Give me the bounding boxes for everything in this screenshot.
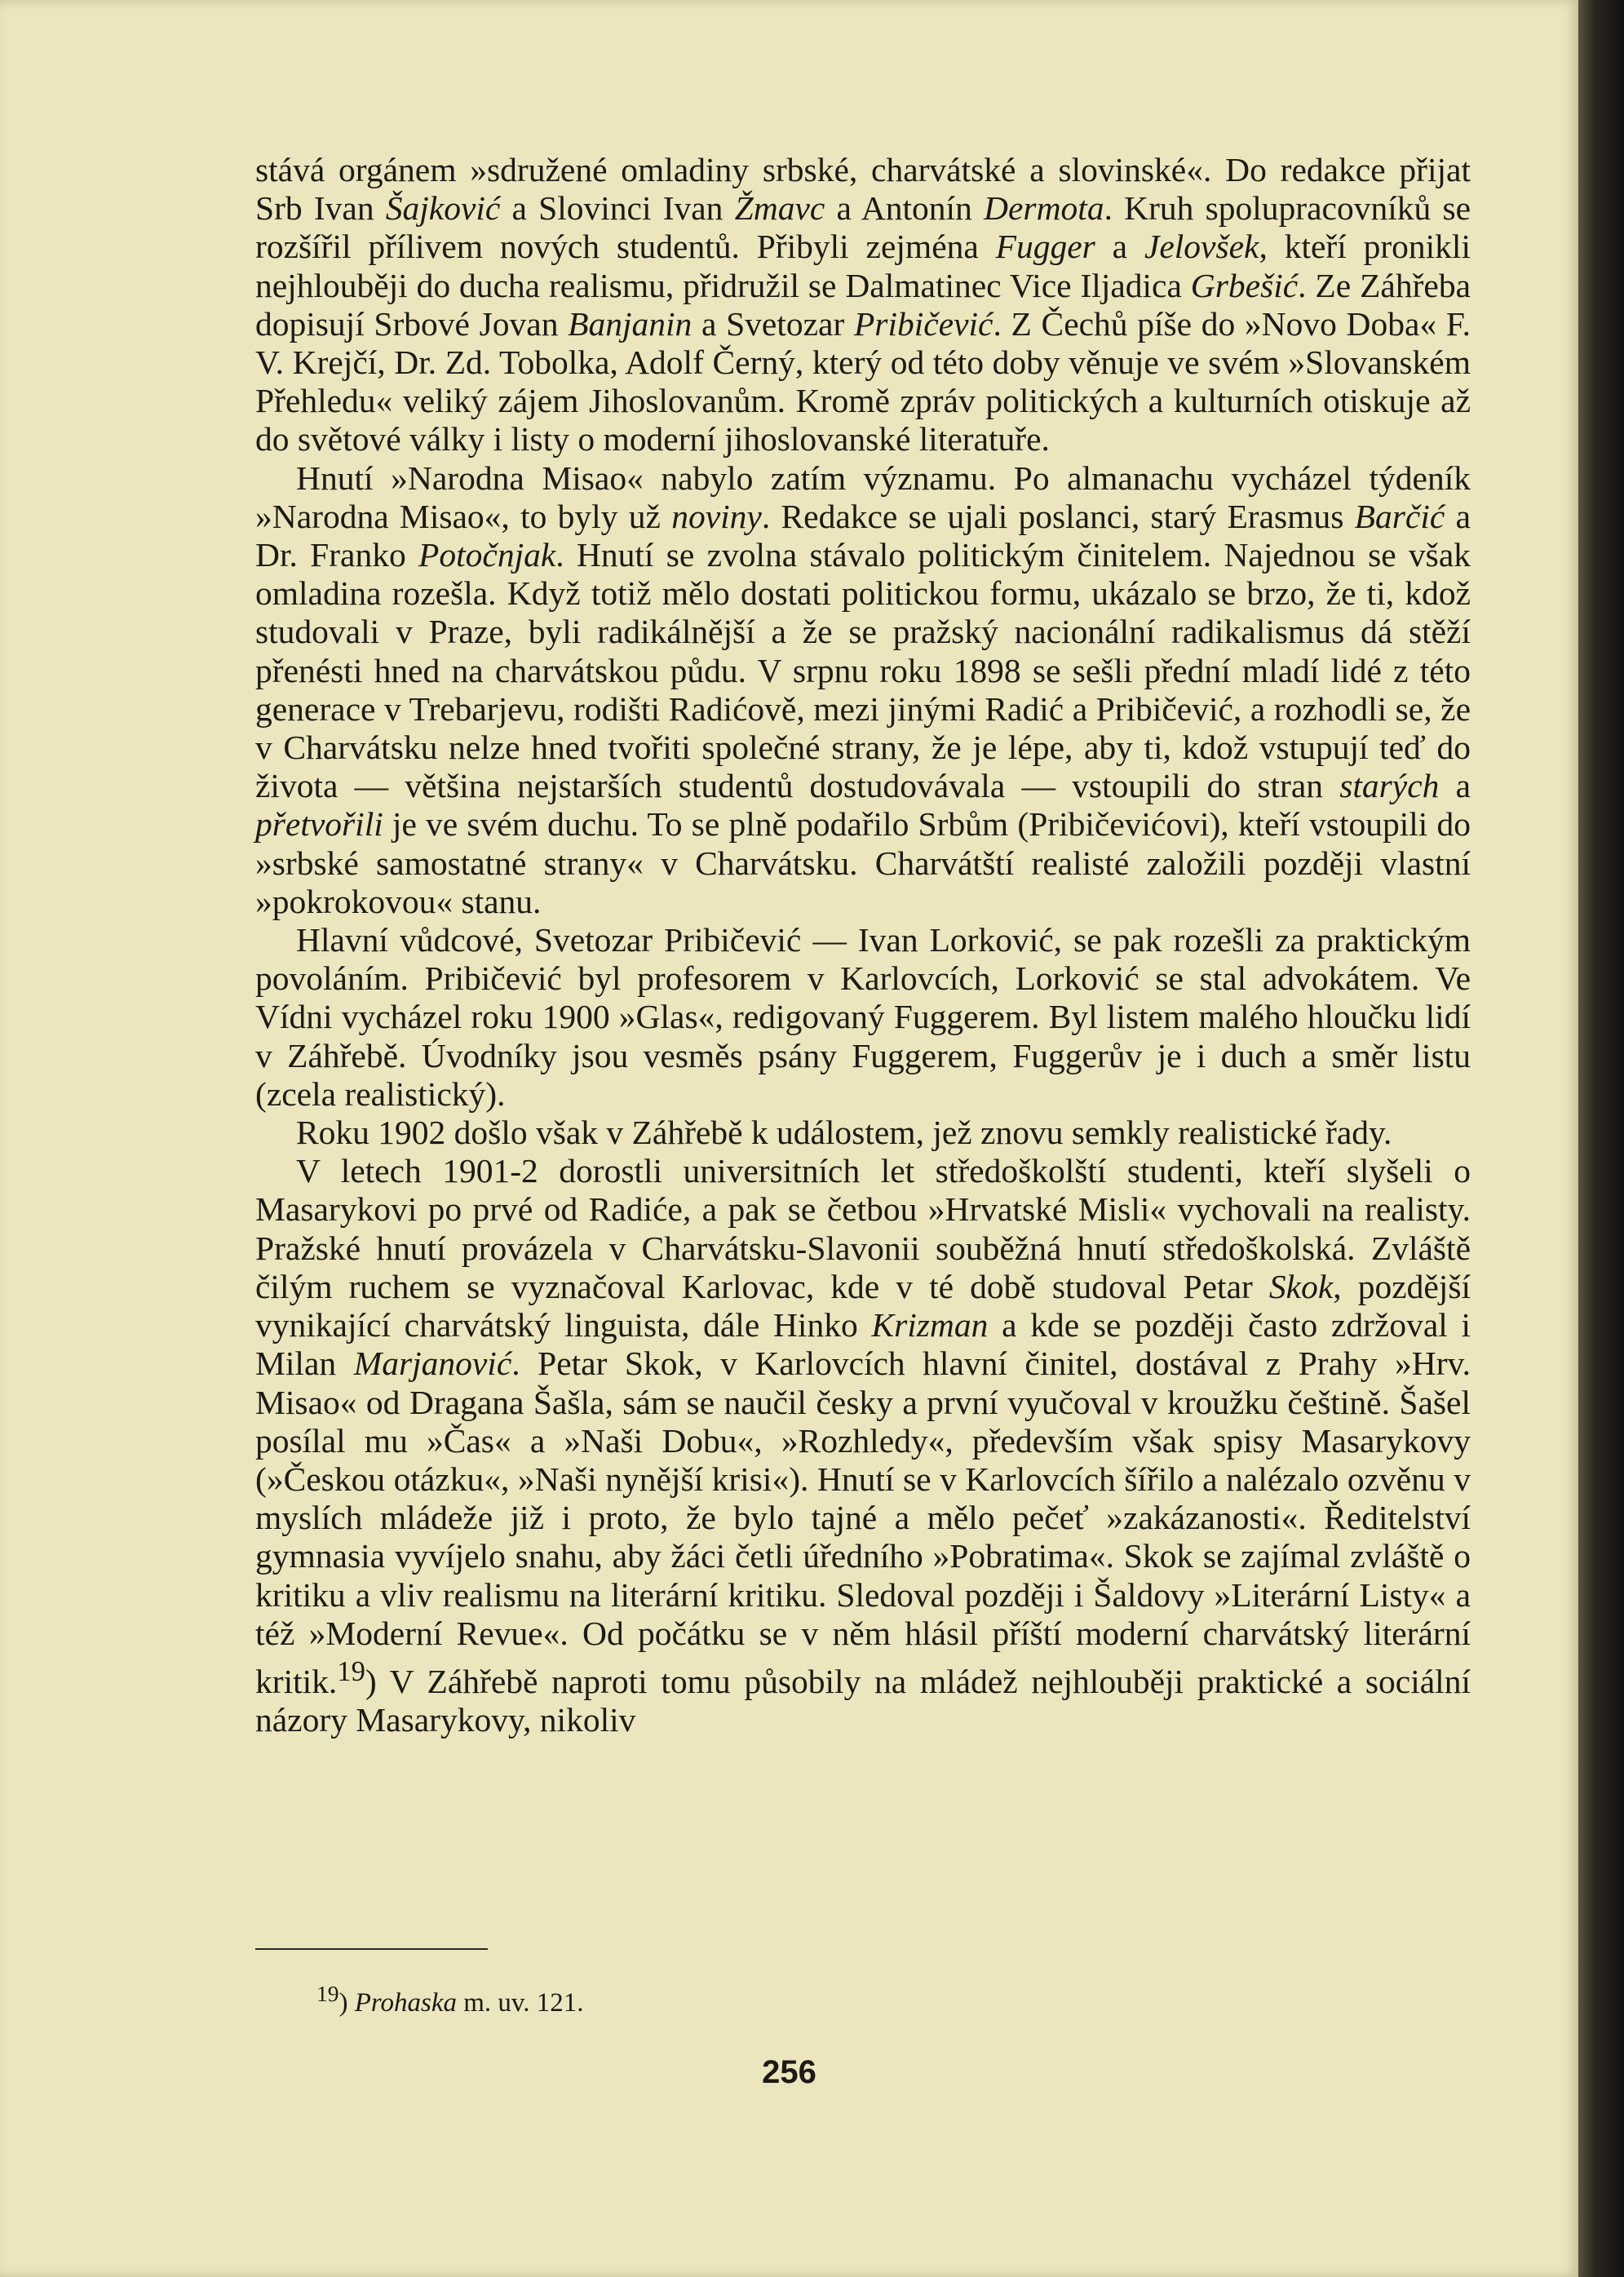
text-run: ) V Záhřebě naproti tomu působily na mládež nejhlouběji praktické a sociální názory Masarykovy, nikoliv [255,1662,1471,1739]
text-run: a Slovinci Ivan [500,189,735,228]
text-run: . Petar Skok, v Karlovcích hlavní činitel, dostával z Prahy »Hrv. Misao« od Dragana Šašla, sám se naučil česky a první vyučoval v kroužku češtině. Šašel posílal mu »Čas« a »Naši Dobu«, »Rozhledy«, především však spisy Masarykovy (»Českou otázku«, »Naši nynější krisi«). Hnutí se v Karlovcích šířilo a nalézalo ozvěnu v myslích mládeže již i proto, že bylo tajné a mělo pečeť »zakázanosti«. Ředitelství gymnasia vyvíjelo snahu, aby žáci četli úředního »Pobratima«. Skok se zajímal zvláště o kritiku a vliv realismu na literární kritiku. Sledoval později i Šaldovy »Literární Listy« a též »Moderní Revue«. Od počátku se v něm hlásil příští moderní charvátský literární kritik. [255,1344,1471,1700]
page-number: 256 [762,2054,816,2090]
italic-name: Barčić [1354,497,1445,535]
italic-name: Krizman [871,1306,989,1344]
italic-name: Fugger [995,228,1095,266]
italic-name: Banjanin [568,304,693,343]
book-spine [1578,0,1624,2277]
text-run: . Z Čechů píše do »Novo Doba« F. V. Krejčí, Dr. Zd. Tobolka, Adolf Černý, který od této doby věnuje ve svém »Slovanském Přehledu« veliký zájem Jihoslovanům. Kromě zpráv politických a kulturních otiskuje až do světové války i listy o moderní jihoslovanské literatuře. [255,304,1471,459]
text-run: a Dr. Franko [255,497,1471,574]
text-run: a kde se později často zdržoval i Milan [255,1306,1471,1383]
footnote-rest: m. uv. 121. [457,1988,584,2018]
italic-name: Skok [1268,1267,1334,1305]
text-run: stává orgánem »sdružené omladiny srbské, charvátské a slovinské«. Do redakce přijat Srb Ivan [255,151,1471,228]
italic-name: starých [1339,767,1440,805]
footnote-reference: 19 [337,1655,365,1687]
text-run: . Hnutí se zvolna stávalo politickým činitelem. Najednou se však omladina rozešla. Když totiž mělo dostati politickou formu, ukázalo se brzo, že ti, kdož studovali v Praze, byli radikálnější a že se pražský nacionální radikalismus dá stěží přenésti hned na charvátskou půdu. V srpnu roku 1898 se sešli přední mladí lidé z této generace v Trebarjevu, rodišti Radićově, mezi jinými Radić a Pribičević, a rozhodli se, že v Charvátsku nelze hned tvořiti společné strany, že je lépe, aby ti, kdož vstupují teď do života — většina nejstarších studentů dostudovávala — vstoupili do stran [255,536,1471,805]
body-text [255,151,1471,1739]
text-run: Hlavní vůdcové, Svetozar Pribičević — Ivan Lorković, se pak rozešli za praktickým povoláním. Pribičević byl profesorem v Karlovcích, Lorković se stal advokátem. Ve Vídni vycházel roku 1900 »Glas«, redigovaný Fuggerem. Byl listem malého hloučku lidí v Záhřebě. Úvodníky jsou vesměs psány Fuggerem, Fuggerův je i duch a směr listu (zcela realistický). [255,921,1471,1113]
paragraph [255,921,1471,1114]
italic-name: Žmavc [734,189,825,228]
text-run: a Svetozar [692,304,854,343]
text-run: . Redakce se ujali poslanci, starý Erasmus [761,497,1355,535]
footnote: $^{19}$) Prohaska m. uv. 121. [316,1981,584,2018]
italic-name: Jelovšek [1144,228,1259,266]
italic-name: Pribičević [853,304,993,343]
text-run: , kteří pronikli nejhlouběji do ducha realismu, přidružil se Dalmatinec Vice Iljadica [255,228,1471,304]
text-run: a [1095,228,1144,266]
italic-name: Šajković [385,189,501,228]
text-run: Roku 1902 došlo však v Záhřebě k událostem, jež znovu semkly realistické řady. [296,1114,1392,1152]
italic-name: Dermota [984,189,1104,228]
italic-name: přetvořili [255,805,383,844]
footnote-author: Prohaska [354,1988,458,2018]
text-run: . Kruh spolupracovníků se rozšířil přílivem nových studentů. Přibyli zejména [255,189,1471,266]
italic-name: Grbešić [1190,266,1299,304]
text-run: je ve svém duchu. To se plně podařilo Srbům (Pribičevićovi), kteří vstoupili do »srbské samostatné strany« v Charvátsku. Charvátští realisté založili později vlastní »pokrokovou« stanu. [255,805,1471,920]
italic-name: noviny [671,497,762,535]
text-run: a [1439,767,1471,805]
text-run: a Antonín [825,189,985,228]
paragraph [255,1152,1471,1739]
footnote-marker: 19 [316,1981,339,2006]
text-run: Hnutí »Narodna Misao« nabylo zatím významu. Po almanachu vycházel týdeník »Narodna Misao«, to byly už [255,459,1471,535]
italic-name: Marjanović [353,1344,512,1383]
italic-name: Potočnjak [418,536,556,574]
text-run: . Ze Záhřeba dopisují Srbové Jovan [255,266,1471,343]
paragraph [255,151,1471,459]
text-run: V letech 1901-2 dorostli universitních let středoškolští studenti, kteří slyšeli o Masarykovi po prvé od Radiće, a pak se četbou »Hrvatské Misli« vychovali na realisty. Pražské hnutí provázela v Charvátsku-Slavonii souběžná hnutí středoškolská. Zvláště čilým ruchem se vyznačoval Karlovac, kde v té době studoval Petar [255,1152,1471,1305]
text-run: , pozdější vynikající charvátský linguista, dále Hinko [255,1267,1471,1344]
paragraph [255,459,1471,921]
footnote-divider [255,1948,488,1950]
paragraph [255,1114,1471,1152]
